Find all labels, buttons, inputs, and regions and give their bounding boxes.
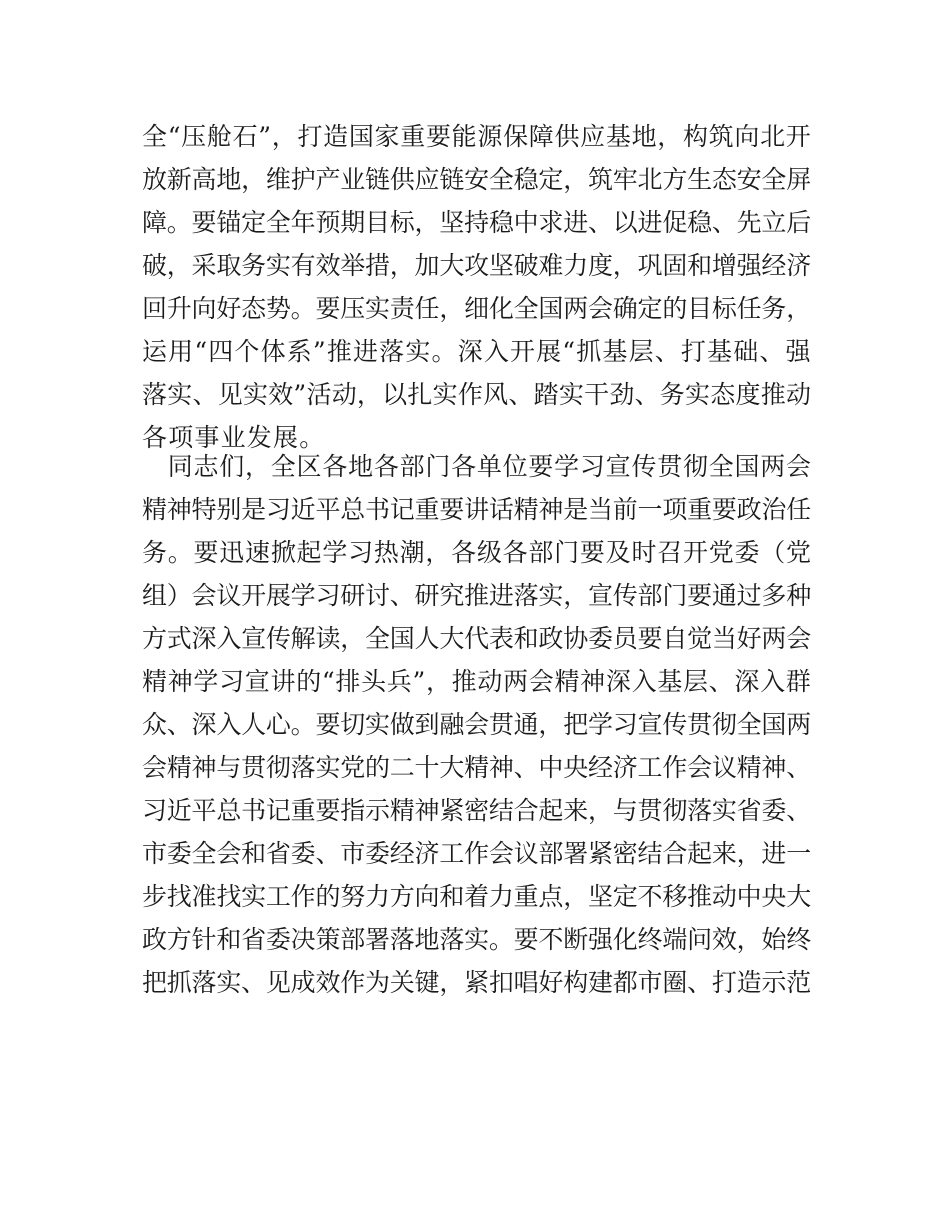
paragraph-line: 会精神与贯彻落实党的二十大精神、中央经济工作会议精神、 (142, 753, 811, 782)
paragraph-line: 众、深入人心。要切实做到融会贯通，把学习宣传贯彻全国两 (142, 710, 811, 739)
paragraph-line: 运用“四个体系”推进落实。深入开展“抓基层、打基础、强 (142, 337, 812, 366)
paragraph-line: 市委全会和省委、市委经济工作会议部署紧密结合起来，进一 (142, 839, 811, 868)
paragraph-line: 障。要锚定全年预期目标，坚持稳中求进、以进促稳、先立后 (142, 208, 811, 237)
paragraph-line: 同志们，全区各地各部门各单位要学习宣传贯彻全国两会 (142, 452, 812, 481)
paragraph-line: 破，采取务实有效举措，加大攻坚破难力度，巩固和增强经济 (142, 251, 811, 280)
paragraph-line: 务。要迅速掀起学习热潮，各级各部门要及时召开党委（党 (142, 538, 812, 567)
paragraph-line: 回升向好态势。要压实责任，细化全国两会确定的目标任务， (142, 294, 811, 323)
paragraph-line: 方式深入宣传解读，全国人大代表和政协委员要自觉当好两会 (142, 624, 811, 653)
paragraph-line: 步找准找实工作的努力方向和着力重点，坚定不移推动中央大 (142, 882, 811, 911)
paragraph-line: 全“压舱石”，打造国家重要能源保障供应基地，构筑向北开 (142, 122, 812, 151)
paragraph-line: 习近平总书记重要指示精神紧密结合起来，与贯彻落实省委、 (142, 796, 811, 825)
paragraph-line: 各项事业发展。 (142, 423, 326, 452)
paragraph-line: 放新高地，维护产业链供应链安全稳定，筑牢北方生态安全屏 (142, 165, 811, 194)
paragraph-line: 落实、见实效”活动，以扎实作风、踏实干劲、务实态度推动 (142, 380, 812, 409)
paragraph-line: 精神特别是习近平总书记重要讲话精神是当前一项重要政治任 (142, 495, 811, 524)
paragraph-line: 组）会议开展学习研讨、研究推进落实，宣传部门要通过多种 (142, 581, 811, 610)
paragraph-line: 精神学习宣讲的“排头兵”，推动两会精神深入基层、深入群 (142, 667, 812, 696)
paragraph-line: 把抓落实、见成效作为关键，紧扣唱好构建都市圈、打造示范 (142, 968, 811, 997)
paragraph-line: 政方针和省委决策部署落地落实。要不断强化终端问效，始终 (142, 925, 811, 954)
